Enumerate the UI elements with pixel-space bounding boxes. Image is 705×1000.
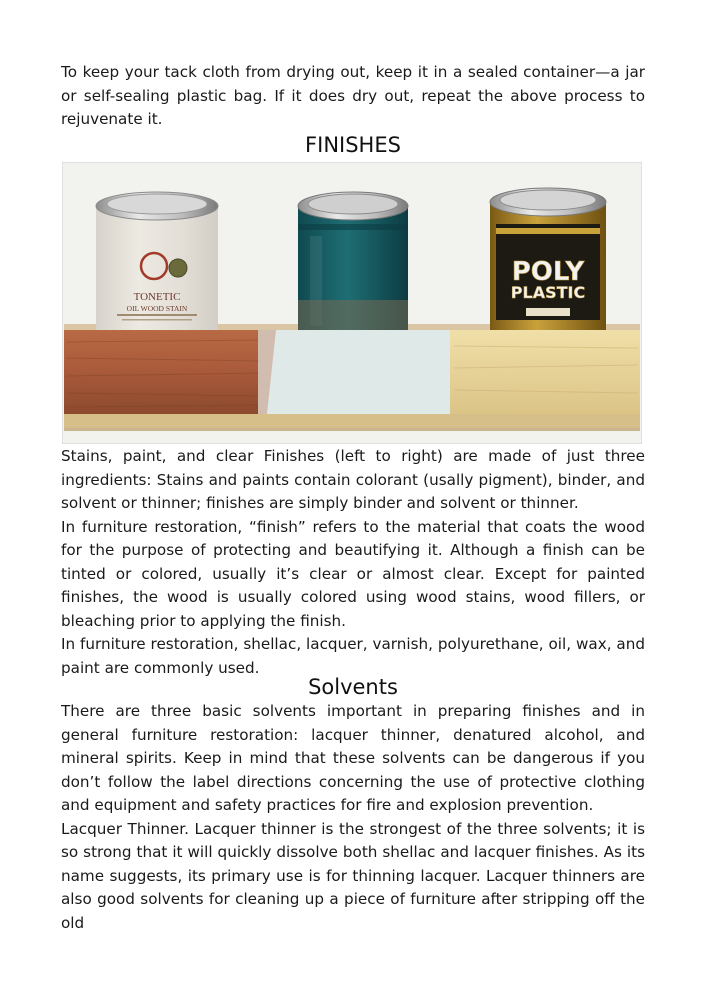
clear-finish-board-section <box>450 330 640 414</box>
stained-board-section <box>64 330 264 414</box>
solvents-heading: Solvents <box>308 675 398 699</box>
finishes-illustration <box>62 162 642 444</box>
stain-can-label-1: TONETIC <box>133 291 181 303</box>
solvents-intro-paragraph: There are three basic solvents important in preparing finishes and in general furniture restoration: lacquer thinner, denatured alcohol, and mineral spirits. Keep in mind that these solvents can be dangerous if you don’t follow the label directions concerning the use of protective clothing and equipment and safety practices for fire and explosion prevention. <box>61 702 645 814</box>
clear-finish-can <box>490 188 606 330</box>
poly-label-2: PLASTIC <box>510 283 586 302</box>
solvents-text <box>61 700 645 935</box>
poly-label-1: POLY <box>511 257 585 287</box>
stain-can-label-2: OIL WOOD STAIN <box>126 304 188 313</box>
lacquer-thinner-paragraph: Lacquer Thinner. Lacquer thinner is the strongest of the three solvents; it is so strong that it will quickly dissolve both shellac and lacquer finishes. As its name suggests, its primary use is for thinning lacquer. Lacquer thinners are also good solvents for cleaning up a piece of furniture after stripping off the old <box>61 819 645 932</box>
finishes-photo <box>62 162 642 444</box>
finishes-definition-paragraph: In furniture restoration, “finish” refers to the material that coats the wood for the purpose of protecting and beautifying it. Although a finish can be tinted or colored, usually it’s clear or almost clear. Except for painted finishes, the wood is usually colored using wood stains, wood fillers, or bleaching prior to applying the finish. <box>61 517 645 630</box>
finishes-text <box>61 445 645 680</box>
finishes-caption-paragraph: Stains, paint, and clear Finishes (left to right) are made of just three ingredients: Stains and paints contain colorant (usally pigment), binder, and solvent or thinner; finishes are simply binder and solvent or thinner. <box>61 447 645 512</box>
finishes-types-paragraph: In furniture restoration, shellac, lacquer, varnish, polyurethane, oil, wax, and paint are commonly used. <box>61 635 645 677</box>
intro-paragraph: To keep your tack cloth from drying out, keep it in a sealed container—a jar or self-sealing plastic bag. If it does dry out, repeat the above process to rejuvenate it. <box>61 63 645 128</box>
painted-board-section <box>258 330 454 414</box>
stain-can <box>96 192 218 332</box>
paint-can <box>298 192 408 330</box>
finishes-heading: FINISHES <box>305 133 401 157</box>
